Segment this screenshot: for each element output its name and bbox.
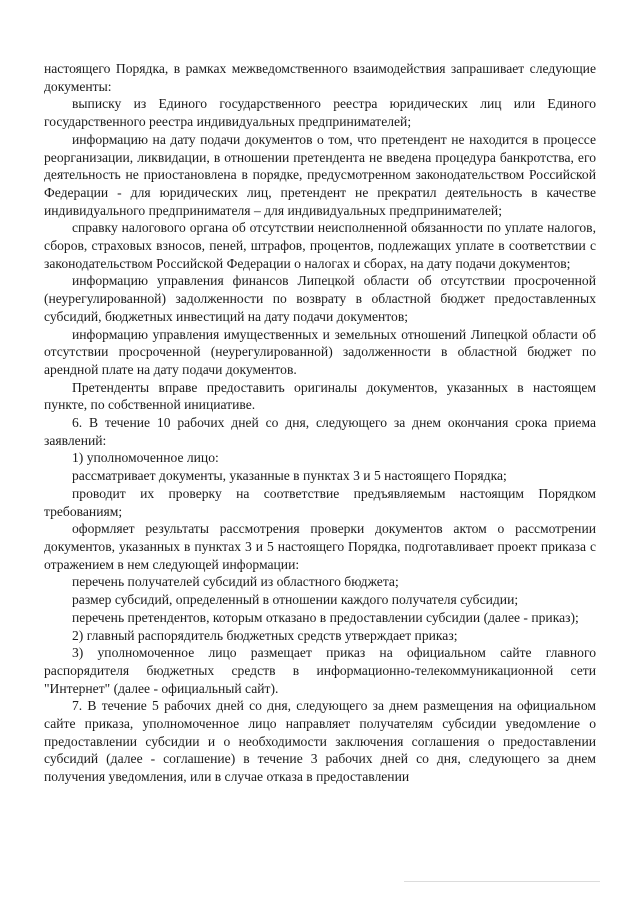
paragraph-subsidy-amount: размер субсидий, определенный в отношении каждого получателя субсидии; bbox=[72, 592, 519, 608]
footer-divider bbox=[404, 881, 600, 882]
paragraph-item-6-2: 2) главный распорядитель бюджетных средств утверждает приказ; bbox=[72, 627, 458, 643]
paragraph-item-7: 7. В течение 5 рабочих дней со дня, следующего за днем размещения на официальном сайте приказа, уполномоченное лицо направляет получателям субсидии уведомление о предоставлении субсидии и о необходимости заключения соглашения о предоставлении субсидий (далее - соглашение) в течение 3 рабочих дней со дня, следующего за днем получения уведомления, или в случае отказа в предоставлении bbox=[44, 698, 596, 785]
paragraph-intro: настоящего Порядка, в рамках межведомственного взаимодействия запрашивает следующие документы: bbox=[44, 61, 596, 94]
paragraph-reviews-documents: рассматривает документы, указанные в пунктах 3 и 5 настоящего Порядка; bbox=[72, 468, 507, 484]
paragraph-originals: Претенденты вправе предоставить оригиналы документов, указанных в настоящем пункте, по собственной инициативе. bbox=[44, 379, 596, 413]
paragraph-property-info: информацию управления имущественных и земельных отношений Липецкой области об отсутствии просроченной (неурегулированной) задолженности в областной бюджет по арендной плате на дату подачи документов. bbox=[44, 326, 596, 377]
document-body bbox=[44, 60, 596, 786]
paragraph-act-and-order: оформляет результаты рассмотрения проверки документов актом о рассмотрении документов, указанных в пунктах 3 и 5 настоящего Порядка, подготавливает проект приказа с отражением в нем следующей информации: bbox=[44, 521, 596, 572]
paragraph-finance-info: информацию управления финансов Липецкой области об отсутствии просроченной (неурегулированной) задолженности по возврату в областной бюджет предоставленных субсидий, бюджетных инвестиций на дату подачи документов; bbox=[44, 273, 596, 324]
paragraph-item-6-1: 1) уполномоченное лицо: bbox=[72, 450, 219, 466]
paragraph-recipients-list: перечень получателей субсидий из областного бюджета; bbox=[72, 574, 399, 590]
paragraph-reorganization-info: информацию на дату подачи документов о том, что претендент не находится в процессе реорганизации, ликвидации, в отношении претендента не введена процедура банкротства, его деятельность не приостановлена в порядке, предусмотренном законодательством Российской Федерации - для юридических лиц, претендент не прекратил деятельность в качестве индивидуального предпринимателя – для индивидуальных предпринимателей; bbox=[44, 131, 596, 218]
paragraph-refused-list: перечень претендентов, которым отказано в предоставлении субсидии (далее - приказ); bbox=[72, 609, 579, 625]
paragraph-tax-certificate: справку налогового органа об отсутствии неисполненной обязанности по уплате налогов, сборов, страховых взносов, пеней, штрафов, процентов, подлежащих уплате в соответствии с законодательством Российской Федерации о налогах и сборах, на дату подачи документов; bbox=[44, 220, 596, 271]
paragraph-egrul-extract: выписку из Единого государственного реестра юридических лиц или Единого государственного реестра индивидуальных предпринимателей; bbox=[44, 96, 596, 130]
paragraph-verification: проводит их проверку на соответствие предъявляемым настоящим Порядком требованиям; bbox=[44, 485, 596, 519]
paragraph-item-6-3: 3) уполномоченное лицо размещает приказ на официальном сайте главного распорядителя бюджетных средств в информационно-телекоммуникационной сети "Интернет" (далее - официальный сайт). bbox=[44, 645, 596, 696]
paragraph-item-6: 6. В течение 10 рабочих дней со дня, следующего за днем окончания срока приема заявлений: bbox=[44, 415, 596, 448]
